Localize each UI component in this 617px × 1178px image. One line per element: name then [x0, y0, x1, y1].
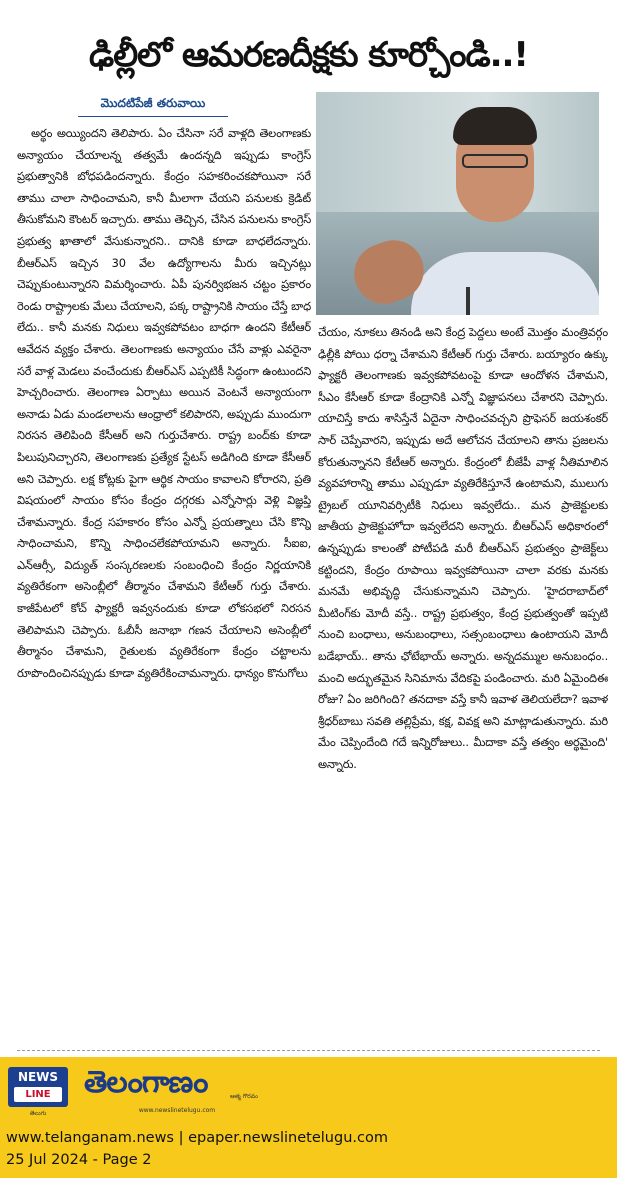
newsline-logo — [8, 1067, 68, 1107]
article-column-right: చేయం, నూకలు తినండి అని కేంద్ర పెద్దలు అంటే మొత్తం మంత్రివర్గం ఢిల్లీకి పోయి ధర్నా చేశామని కేటీఆర్ గుర్తు చేశారు. బయ్యారం ఉక్కు ఫ్యాక్టరీ తెలంగాణకు ఇవ్వకపోవటంపై కూడా ఆందోళన చేశామని, సీఎం కేసీఆర్ కూడా కేంద్రానికి ఎన్నో విజ్ఞాపనలు చేశారని చెప్పారు. యాచిస్తే కాదు శాసిస్తేనే ఏదైనా సాధించవచ్చని ప్రొఫెసర్ జయశంకర్ సార్ చెప్పేవారని, ఇప్పుడు అదే ఆలోచన చేయాలని తాను ప్రజలను కోరుతున్నానని కేటీఆర్ అన్నారు. కేంద్రంలో బీజేపీ వాళ్ల నీతిమాలిన వ్యవహారాన్ని తాము ఎప్పుడూ వ్యతిరేకిస్తూనే ఉంటామని, ములుగు ట్రైబల్ యూనివర్సిటీకి నిధులు ఇవ్వలేదు.. మన ప్రాజెక్టులకు జాతీయ ప్రాజెక్టుహోదా ఇవ్వలేదని అన్నారు. బీఆర్ఎస్ అధికారంలో ఉన్నప్పుడు కాలంతో పోటీపడి మరీ బీఆర్ఎస్ ప్రభుత్వం ప్రాజెక్ట్‌లు కట్టిందని, కేంద్రం రూపాయి ఇవ్వకపోయినా చాలా వరకు మనకు మనమే అభివృద్ధి చేసుకున్నామని చెప్పారు. 'హైదరాబాద్‌లో మీటింగ్‌కు మోదీ వస్తే.. రాష్ట్ర ప్రభుత్వం, కేంద్ర ప్రభుత్వంతో ఇప్పటి నుంచి బంధాలు, అనుబంధాలు, సత్సంబంధాలు ఉంటాయని మోదీ బడేభాయ్.. తాను ఛోటేభాయ్ అన్నారు. అన్నదమ్ముల అనుబంధం.. మంచి అద్భుతమైన సినిమాను వేదికపై పండించారు. మరి ఏమైందిఈ రోజు? ఏం జరిగింది? తనదాకా వస్తే కానీ ఇవాళ తెలియలేదా? ఇవాళ శ్రీధర్‌బాబు సవతి తల్లిప్రేమ, కక్ష, వివక్ష అని మాట్లాడుతున్నారు. మరి మేం చెప్పిందేంది గదే ఇన్నిరోజులు.. మీదాకా వస్తే తత్వం అర్థమైంది' అన్నారు. — [318, 325, 608, 771]
brand-title: తెలంగాణం — [84, 1065, 208, 1100]
photo-glasses — [462, 154, 528, 168]
logo-bottom-text: LINE — [14, 1087, 62, 1102]
footer-date-page: 25 Jul 2024 - Page 2 — [6, 1152, 152, 1168]
byline: మొదటిపేజీ తరువాయి — [100, 96, 206, 110]
logo-subtitle: తెలుగు — [29, 1110, 47, 1117]
logo-top-text: NEWS — [17, 1070, 59, 1084]
footer-links: www.telanganam.news | epaper.newslinetelugu.com — [6, 1130, 388, 1146]
photo-shirt — [411, 252, 599, 315]
footer-banner — [0, 1057, 617, 1178]
headline: ఢిల్లీలో ఆమరణదీక్షకు కూర్చోండి..! — [89, 35, 528, 75]
photo-microphone — [466, 287, 470, 315]
brand-tagline: ఆత్మ గౌరవం — [230, 1093, 259, 1100]
article-column-left: అర్థం అయ్యిందని తెలిపారు. ఏం చేసినా సరే వాళ్లది తెలంగాణకు అన్యాయం చేయాలన్న తత్వమే ఉందన్నది ఇప్పుడు కాంగ్రెస్ ప్రభుత్వానికి బోధపడిందన్నారు. కేంద్రం సహకరించకపోయినా సరే తాము చాలా సాధించామని, కానీ మీలాగా చేయని పనులకు క్రెడిట్ తీసుకోమని కౌంటర్ ఇచ్చారు. తాము తెచ్చిన, చేసిన పనులను కాంగ్రెస్ ప్రభుత్వ ఖాతాలో వేసుకున్నారని.. దానికి కూడా బాధలేదన్నారు. బీఆర్ఎస్ ఇచ్చిన 30 వేల ఉద్యోగాలను మీరు ఇచ్చినట్లు చెప్పుకుంటున్నారని విమర్శించారు. ఏపీ పునర్విభజన చట్టం ప్రకారం రెండు రాష్ట్రాలకు మేలు చేయాలని, పక్క రాష్ట్రానికి సాయం చేస్తే బాధ లేదు.. కానీ మనకు నిధులు ఇవ్వకపోవటం బాధగా ఉందని కేటీఆర్ ఆవేదన వ్యక్తం చేశారు. తెలంగాణకు అన్యాయం చేసే వాళ్లు ఎవరైనా సరే వాళ్ల మెడలు వంచేందుకు బీఆర్ఎస్ ఎప్పటికీ సిద్ధంగా ఉంటుందని హెచ్చరించారు. తెలంగాణ ఏర్పాటు అయిన వెంటనే అన్యాయంగా అనాడు ఏడు మండలాలను ఆంధ్రాలో కలిపారని, అప్పుడు ముందుగా నిరసన తెలిపింది కేసీఆర్ అని గుర్తుచేశారు. రాష్ట్ర బంద్‌కు కూడా పిలుపునిచ్చారని, తెలంగాణకు ప్రత్యేక స్టేటస్ అడిగింది కూడా కేసీఆర్ అని చెప్పారు. లక్ష కోట్లకు పైగా ఆర్థిక సాయం కావాలని కోరారని, ప్రతి విషయంలో సాయం కోసం కేంద్రం దగ్గరకు ఎన్నోసార్లు వెళ్లి విజ్ఞప్తి చేశామన్నారు. కేంద్ర సహకారం కోసం ఎన్నో ప్రయత్నాలు చేసి కొన్ని సాధించామని, కొన్ని సాధించలేకపోయామని అన్నారు. సీఐఐ, ఎన్ఆర్సీ, విద్యుత్ సంస్కరణలకు సంబంధించి కేంద్రం నిర్ణయానికి వ్యతిరేకంగా అసెంబ్లీలో తీర్మానం చేశామని కేటీఆర్ గుర్తు చేశారు. కాజీపేటలో కోచ్ ఫ్యాక్టరీ ఇవ్వనందుకు కూడా లోకసభలో నిరసన తెలిపామని చెప్పారు. ఓబీసీ జనాభా గణన చేయాలని అసెంబ్లీలో తీర్మానం చేశామని, రైతులకు వ్యతిరేకంగా కేంద్రం చట్టాలను రూపొందించినప్పుడు కూడా వ్యతిరేకించామన్నారు. ధాన్యం కొనుగోలు — [17, 126, 311, 680]
photo-hair — [453, 107, 537, 145]
footer-divider — [17, 1050, 600, 1051]
article-photo — [316, 92, 599, 315]
brand-url: www.newslinetelugu.com — [138, 1107, 216, 1114]
byline-underline — [78, 116, 228, 117]
